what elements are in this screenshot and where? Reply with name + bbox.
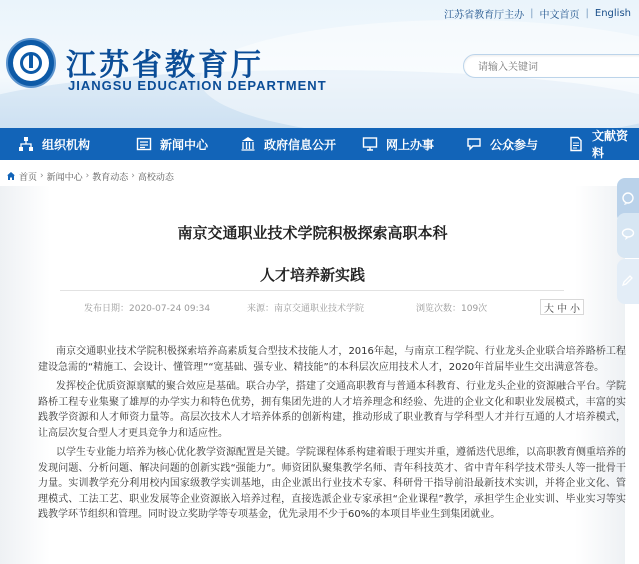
breadcrumb [0, 166, 639, 186]
emblem-logo[interactable] [6, 38, 56, 88]
article-title-line2: 人才培养新实践 [259, 266, 365, 284]
site-name: 江苏省教育厅 [66, 48, 264, 83]
search-box[interactable] [463, 54, 639, 78]
nav-item-documents[interactable] [550, 128, 639, 160]
site-name-en: JIANGSU EDUCATION DEPARTMENT [68, 78, 327, 93]
chat-icon [466, 136, 482, 152]
english-link[interactable]: English [594, 8, 631, 19]
breadcrumb-separator: › [131, 171, 135, 181]
pen-icon [621, 272, 635, 291]
font-size-large[interactable]: 大 [544, 303, 554, 315]
nav-item-label: 政府信息公开 [264, 137, 337, 152]
gov-info-icon [240, 136, 256, 152]
article-source: 来源：南京交通职业技术学院 [247, 304, 365, 314]
main-nav [0, 128, 639, 160]
monitor-icon [362, 136, 378, 152]
bubble-icon [621, 191, 635, 210]
chinese-home-link[interactable]: 中文首页 [539, 10, 580, 21]
breadcrumb-university-news[interactable]: 高校动态 [137, 172, 174, 183]
article [0, 186, 625, 564]
org-chart-icon [18, 136, 34, 152]
article-paragraph: 南京交通职业技术学院积极探索培养高素质复合型技术技能人才，2016年起，与南京工程学院、行业龙头企业联合培养路桥工程建设急需的“精施工、会设计、懂管理”“宽基础、强专业、精技能”的本科层次应用技术人才，2020年首届毕业生交出满意答卷。 [38, 346, 626, 373]
article-paragraph: 以学生专业能力培养为核心优化教学资源配置是关键。学院课程体系构建着眼于理实并重，遵循迭代思维，以高职教育侧重培养的发现问题、分析问题、解决问题的创新实践“强能力”。师资团队聚集教学名师、青年科技英才、省中青年科学技术带头人等一批骨干力量。实训教学充分利用校内国家级教学实训基地，由企业派出行业技术专家、科研骨干指导前沿最新技术实训，并将企业文化、管理模式、工法工艺、职业发展等企业资源嵌入培养过程，直接选派企业专家承担“企业课程”教学，承担学生企业实训、毕业实习等实践教学环节组织和管理。同时设立奖助学等专项基金，优先录用不少于60%的本项目毕业生到集团就业。 [38, 447, 626, 520]
host-label: 江苏省教育厅主办 [444, 10, 525, 21]
breadcrumb-home[interactable]: 首页 [19, 172, 38, 183]
font-size-small[interactable]: 小 [570, 303, 580, 315]
nav-item-organization[interactable] [0, 128, 118, 160]
feedback-float-button[interactable] [617, 259, 639, 304]
top-link-separator: | [530, 8, 534, 19]
news-icon [136, 136, 152, 152]
nav-item-online-service[interactable] [344, 128, 448, 160]
article-paragraph: 发挥校企优质资源禀赋的聚合效应是基础。联合办学，搭建了交通高职教育与普通本科教育、行业龙头企业的资源融合平台。学院路桥工程专业集聚了雄厚的办学实力和特色优势，拥有集团先进的人才培养理念和经验、先进的企业文化和职业发展模式，丰富的实践教学资源和人才师资力量等。高层次技术人才培养体系的创新构建，推动形成了职业教育与学科型人才并行互通的人才培养模式，让高层次复合型人才更具竞争力和适应性。 [38, 381, 626, 439]
nav-item-label: 网上办事 [386, 137, 435, 152]
nav-item-label: 文献资料 [592, 129, 629, 160]
breadcrumb-news-center[interactable]: 新闻中心 [46, 172, 83, 183]
article-meta [0, 301, 625, 315]
top-link-separator: | [585, 8, 589, 19]
emblem-logo-mark [20, 52, 42, 74]
search-input[interactable] [478, 57, 639, 79]
title-divider [60, 290, 564, 291]
chat-bubble-icon [621, 226, 635, 245]
article-body [38, 344, 626, 527]
breadcrumb-education-news[interactable]: 教育动态 [92, 172, 129, 183]
nav-item-gov-info[interactable] [222, 128, 344, 160]
chat-float-button[interactable] [617, 213, 639, 258]
emblem-logo-inner [13, 45, 49, 81]
article-title-line1: 南京交通职业技术学院积极探索高职本科 [177, 224, 448, 242]
home-icon [6, 171, 16, 181]
nav-item-label: 公众参与 [490, 137, 539, 152]
top-links [444, 6, 631, 21]
document-icon [568, 136, 584, 152]
nav-item-label: 新闻中心 [160, 137, 209, 152]
font-size-medium[interactable]: 中 [557, 303, 567, 315]
nav-item-public-participation[interactable] [448, 128, 550, 160]
breadcrumb-separator: › [85, 171, 90, 181]
nav-item-news[interactable] [118, 128, 222, 160]
breadcrumb-separator: › [40, 171, 44, 181]
font-size-switcher [540, 299, 584, 315]
publish-date: 发布日期：2020-07-24 09:34 [84, 304, 211, 314]
header-banner [0, 0, 639, 128]
view-count: 浏览次数：109次 [416, 304, 488, 314]
nav-item-label: 组织机构 [42, 137, 91, 152]
